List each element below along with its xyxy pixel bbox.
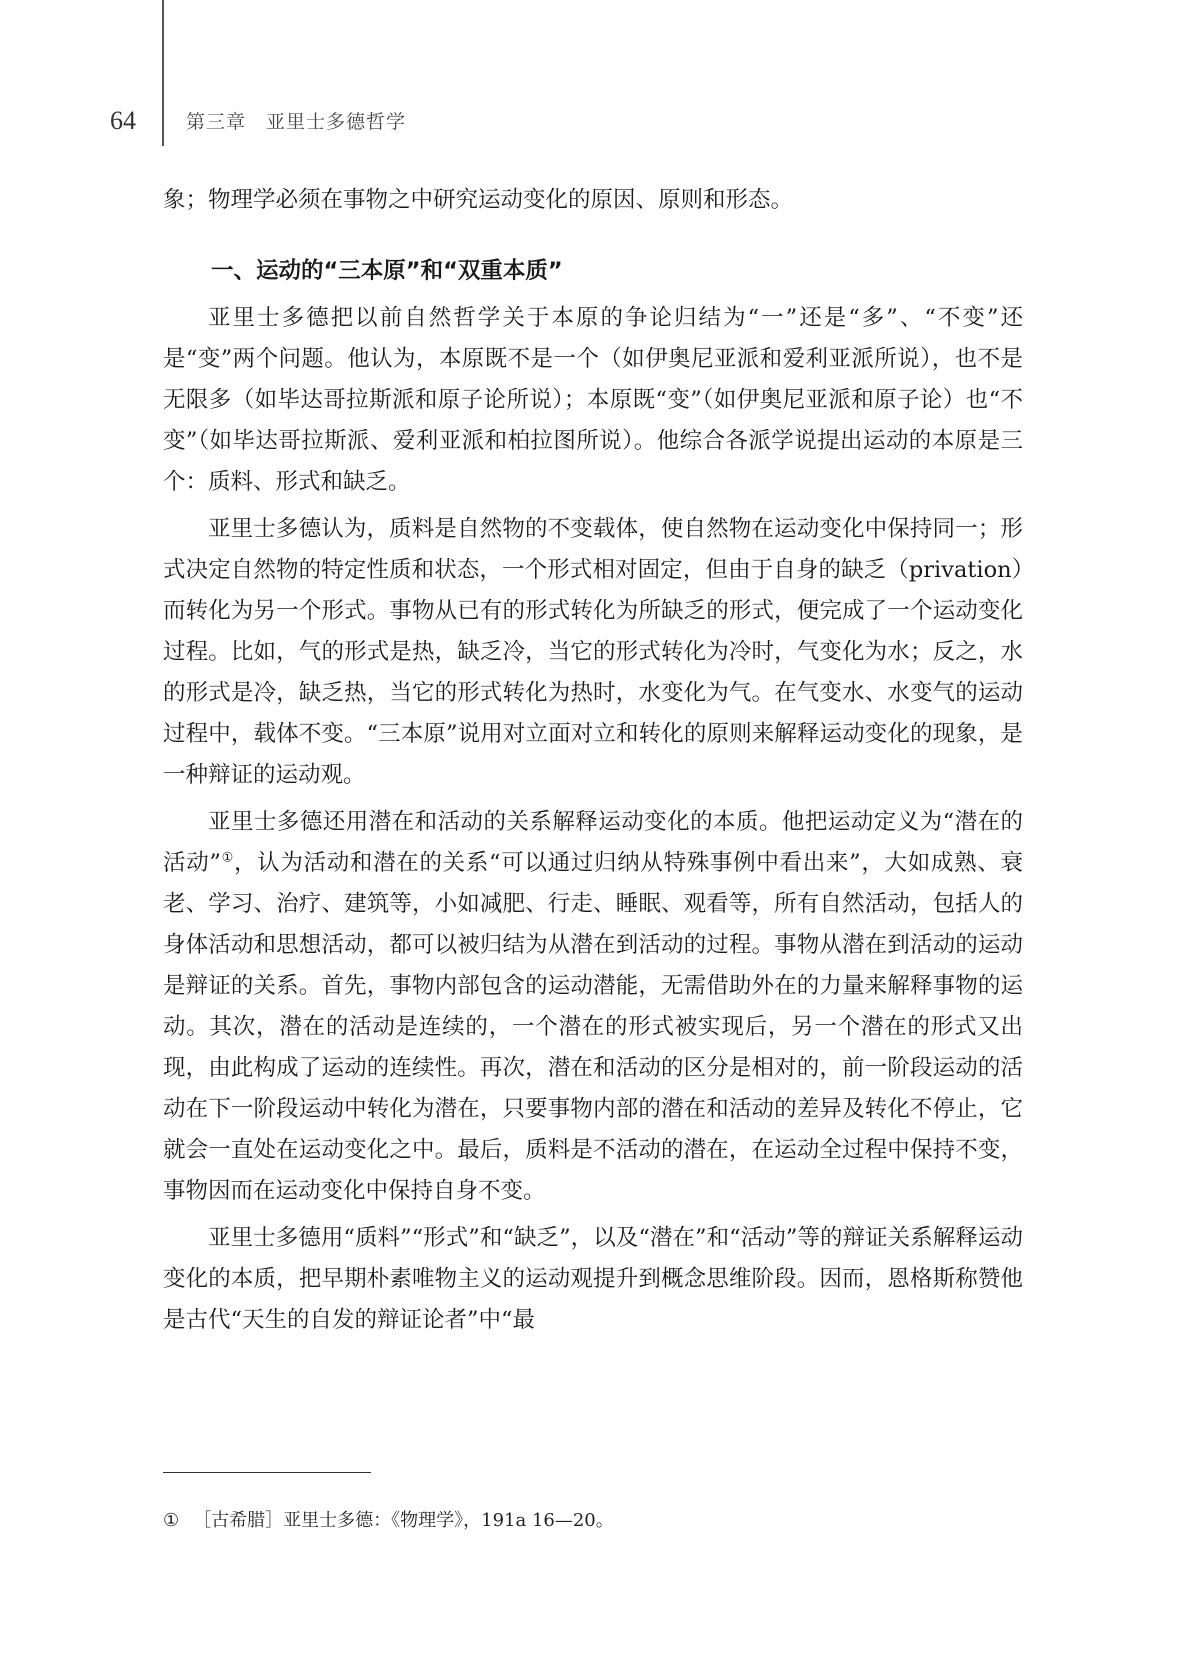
paragraph-4: 亚里士多德用“质料”“形式”和“缺乏”，以及“潜在”和“活动”等的辩证关系解释运动变化的本质，把早期朴素唯物主义的运动观提升到概念思维阶段。因而，恩格斯称赞他是古代“天生的自发的辩证论者”中“最 <box>163 1225 1023 1333</box>
footnote <box>163 1508 614 1534</box>
page-number: 64 <box>110 106 136 135</box>
footnote-divider <box>163 1472 371 1473</box>
section-heading: 一、运动的“三本原”和“双重本质” <box>211 258 563 284</box>
paragraph-3-before-note: 亚里士多德还用潜在和活动的关系解释运动变化的本质。他把运动定义为“潜在的活动” <box>163 809 1023 876</box>
paragraph-1: 亚里士多德把以前自然哲学关于本原的争论归结为“一”还是“多”、“不变”还是“变”两个问题。他认为，本原既不是一个（如伊奥尼亚派和爱利亚派所说），也不是无限多（如毕达哥拉斯派和原子论所说）；本原既“变”（如伊奥尼亚派和原子论）也“不变”（如毕达哥拉斯派、爱利亚派和柏拉图所说）。他综合各派学说提出运动的本原是三个：质料、形式和缺乏。 <box>163 305 1023 495</box>
footnote-marker: ① <box>163 1510 180 1531</box>
opening-line: 象；物理学必须在事物之中研究运动变化的原因、原则和形态。 <box>163 187 794 213</box>
main-text <box>163 180 1023 1341</box>
paragraph-2: 亚里士多德认为，质料是自然物的不变载体，使自然物在运动变化中保持同一；形式决定自然物的特定性质和状态，一个形式相对固定，但由于自身的缺乏（privation）而转化为另一个形式。事物从已有的形式转化为所缺乏的形式，便完成了一个运动变化过程。比如，气的形式是热，缺乏冷，当它的形式转化为冷时，气变化为水；反之，水的形式是冷，缺乏热，当它的形式转化为热时，水变化为气。在气变水、水变气的运动过程中，载体不变。“三本原”说用对立面对立和转化的原则来解释运动变化的现象，是一种辩证的运动观。 <box>163 516 1023 788</box>
header-vertical-rule <box>162 0 164 146</box>
running-title: 第三章 亚里士多德哲学 <box>186 111 407 133</box>
paragraph-3 <box>163 802 1023 1212</box>
paragraph-3-after-note: ，认为活动和潜在的关系“可以通过归纳从特殊事例中看出来”，大如成熟、衰老、学习、治疗、建筑等，小如减肥、行走、睡眠、观看等，所有自然活动，包括人的身体活动和思想活动，都可以被归结为从潜在到活动的过程。事物从潜在到活动的运动是辩证的关系。首先，事物内部包含的运动潜能，无需借助外在的力量来解释事物的运动。其次，潜在的活动是连续的，一个潜在的形式被实现后，另一个潜在的形式又出现，由此构成了运动的连续性。再次，潜在和活动的区分是相对的，前一阶段运动的活动在下一阶段运动中转化为潜在，只要事物内部的潜在和活动的差异及转化不停止，它就会一直处在运动变化之中。最后，质料是不活动的潜在，在运动全过程中保持不变，事物因而在运动变化中保持自身不变。 <box>163 850 1023 1204</box>
footnote-text: ［古希腊］亚里士多德：《物理学》，191a 16—20。 <box>193 1510 614 1531</box>
footnote-reference[interactable]: ① <box>220 850 234 866</box>
